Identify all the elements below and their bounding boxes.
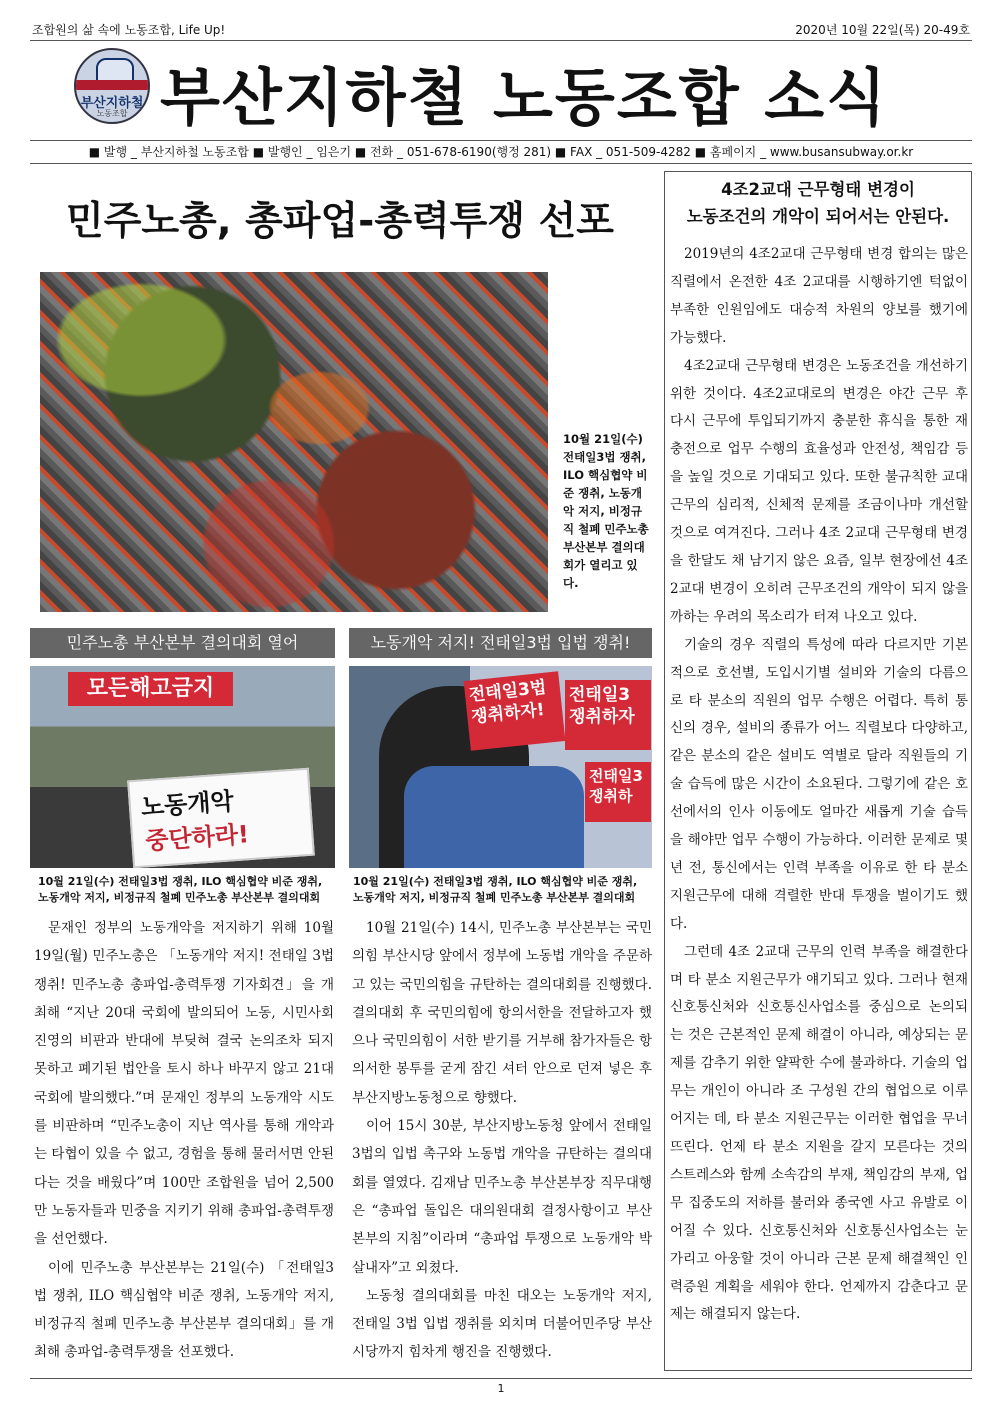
page-number: 1 — [497, 1382, 505, 1395]
sidebar-paragraph: 2019년의 4조2교대 근무형태 변경 합의는 많은 직렬에서 온전한 4조 2교대를 시행하기엔 턱없이 부족한 인원임에도 대승적 차원의 양보를 했기에 가능했다. — [670, 246, 968, 346]
article-paragraph: 노동청 결의대회를 마친 대오는 노동개악 저지, 전태일 3법 입법 쟁취를 외치며 더불어민주당 부산시당까지 힘차게 행진을 진행했다. — [352, 1287, 652, 1361]
photo-caption-left: 10월 21일(수) 전태일3법 쟁취, ILO 핵심협약 비준 쟁취, 노동개악 저지, 비정규직 철폐 민주노총 부산본부 결의대회 — [38, 875, 323, 904]
bottom-rule — [30, 1378, 972, 1379]
march-photo — [30, 666, 335, 868]
sidebar-title-line-2: 노동조건의 개악이 되어서는 안된다. — [686, 207, 950, 226]
main-photo-caption: 10월 21일(수) 전태일3법 쟁취, ILO 핵심협약 비준 쟁취, 노동개악 저지, 비정규직 철폐 민주노총 부산본부 결의대회가 열리고 있다. — [563, 432, 649, 590]
masthead — [30, 44, 972, 134]
headline: 민주노총, 총파업-총력투쟁 선포 — [66, 199, 614, 244]
subhead-right: 노동개악 저지! 전태일3법 입법 쟁취! — [349, 628, 652, 658]
article-paragraph: 이에 민주노총 부산본부는 21일(수) 「전태일3법 쟁취, ILO 핵심협약 비준 쟁취, 노동개악 저지, 비정규직 철폐 민주노총 부산본부 결의대회」를 개최해 총파업-총력투쟁을 선포했다. — [34, 1259, 334, 1361]
subhead-left: 민주노총 부산본부 결의대회 열어 — [30, 628, 335, 658]
sidebar-paragraph: 그런데 4조 2교대 근무의 인력 부족을 해결한다며 타 분소 지원근무가 얘기되고 있다. 그러나 현재 신호통신처와 신호통신사업소를 중심으로 논의되는 것은 근본적인 문제 해결이 아니라, 예상되는 문제를 감추기 위한 얄팍한 수에 불과하다. 기술의 업무는 개인이 아니라 조 구성원 간의 협업으로 이루어지는 데, 타 분소 지원근무는 이러한 협업을 무너뜨린다. 언제 타 분소 지원을 갈지 모른다는 것의 스트레스와 함께 소속감의 부재, 책임감의 부재, 업무 집중도의 저하를 불러와 종국엔 사고 유발로 이어질 수 있다. 신호통신처와 신호통신사업소는 눈가리고 아웅할 것이 아니라 근본 문제 해결책인 인력증원 계획을 세워야 한다. 언제까지 감춘다고 문제는 해결되지 않는다. — [670, 943, 968, 1323]
photo-sign: 전태일3 쟁취하자 — [565, 680, 651, 750]
protester-photo — [349, 666, 652, 868]
article-column-2 — [352, 914, 652, 1367]
photo-placard: 노동개악 중단하라! — [127, 768, 315, 868]
union-logo — [74, 48, 150, 124]
sidebar-paragraph: 4조2교대 근무형태 변경은 노동조건을 개선하기 위한 것이다. 4조2교대로의 변경은 야간 근무 후 다시 근무에 투입되기까지 충분한 휴식을 통한 재충전으로 업무 수행의 효율성과 안전성, 책임감 등을 높일 것으로 기대되고 있다. 또한 불규칙한 교대 근무의 심리적, 신체적 문제를 조금이나마 개선할 것으로 여겨진다. 그러나 4조 2교대 근무형태 변경을 한달도 채 남기지 않은 요즘, 일부 현장에선 4조2교대 변경이 오히려 근무조건의 개악이 되지 않을까하는 우려의 목소리가 터져 나오고 있다. — [670, 357, 968, 625]
logo-subtext: 노동조합 — [96, 109, 128, 118]
article-paragraph: 10월 21일(수) 14시, 민주노총 부산본부는 국민의힘 부산시당 앞에서 정부에 노동법 개악을 주문하고 있는 국민의힘을 규탄하는 결의대회를 진행했다. 결의대회 후 국민의힘에 항의서한을 전달하고자 했으나 국민의힘이 서한 받기를 거부해 참가자들은 항의서한 봉투를 굳게 잠긴 셔터 안으로 던져 넣은 후 부산지방노동청으로 향했다. — [352, 920, 652, 1106]
sidebar-title-line-1: 4조2교대 근무형태 변경이 — [721, 180, 915, 199]
photo-sign: 전태일3 쟁취하 — [585, 762, 651, 822]
sidebar-column — [670, 241, 968, 1329]
issue-date: 2020년 10월 22일(목) 20-49호 — [795, 23, 970, 37]
newsletter-title: 부산지하철 노동조합 소식 — [160, 61, 888, 134]
article-paragraph: 문재인 정부의 노동개악을 저지하기 위해 10월 19일(월) 민주노총은 「노동개악 저지! 전태일 3법 쟁취! 민주노총 총파업-총력투쟁 기자회견」을 개최해 “지난 20대 국회에 발의되어 노동, 시민사회진영의 비판과 반대에 부딪혀 결국 논의조차 되지 못하고 폐기된 법안을 토시 하나 바꾸지 않고 21대 국회에 발의했다.”며 문재인 정부의 노동개악 시도를 비판하며 “민주노총이 지난 역사를 통해 개악과는 타협이 있을 수 없고, 경험을 통해 물러서면 안된다는 것을 배웠다”며 100만 조합원을 넘어 2,500만 노동자들과 민중을 지키기 위해 총파업-총력투쟁을 선언했다. — [34, 920, 334, 1248]
article-paragraph: 이어 15시 30분, 부산지방노동청 앞에서 전태일3법의 입법 촉구와 노동법 개악을 규탄하는 결의대회를 열였다. 김재남 민주노총 부산본부장 직무대행은 “총파업 돌입은 대의원대회 결정사항이고 부산본부의 지침”이라며 “총파업 투쟁으로 노동개악 박살내자”고 외쳤다. — [352, 1118, 652, 1276]
slogan: 조합원의 삶 속에 노동조합, Life Up! — [32, 23, 226, 37]
publisher-info: ■ 발행 _ 부산지하철 노동조합 ■ 발행인 _ 임은기 ■ 전화 _ 051-678-6190(행정 281) ■ FAX _ 051-509-4282 ■ 홈페이지 _ www.busansubway.or.kr — [30, 140, 972, 164]
photo-caption-right: 10월 21일(수) 전태일3법 쟁취, ILO 핵심협약 비준 쟁취, 노동개악 저지, 비정규직 철폐 민주노총 부산본부 결의대회 — [353, 875, 638, 904]
photo-sign: 전태일3법 쟁취하자! — [464, 671, 566, 751]
top-strip — [30, 18, 972, 41]
main-rally-photo — [40, 272, 548, 612]
photo-banner-sign: 모든해고금지 — [68, 672, 233, 706]
sidebar-title — [664, 176, 972, 230]
subway-train-icon — [96, 58, 134, 82]
article-column-1 — [34, 914, 334, 1367]
sidebar-paragraph: 기술의 경우 직렬의 특성에 따라 다르지만 기본적으로 호선별, 도입시기별 설비와 기술의 다름으로 타 분소의 직원의 업무 수행은 어렵다. 특히 통신의 경우, 설비의 종류가 어느 직렬보다 다양하고, 같은 분소의 같은 설비도 역별로 달라 직원들의 기술 습득에 많은 시간이 소요된다. 그렇기에 같은 호선에서의 인사 이동에도 얼마간 새롭게 기술 습득을 해야만 업무 수행이 가능하다. 이러한 문제로 몇년 전, 통신에서는 인력 부족을 이유로 한 타 분소 지원근무에 대해 격렬한 반대 투쟁을 벌이기도 했다. — [670, 636, 968, 932]
logo-text: 부산지하철 — [80, 96, 144, 111]
